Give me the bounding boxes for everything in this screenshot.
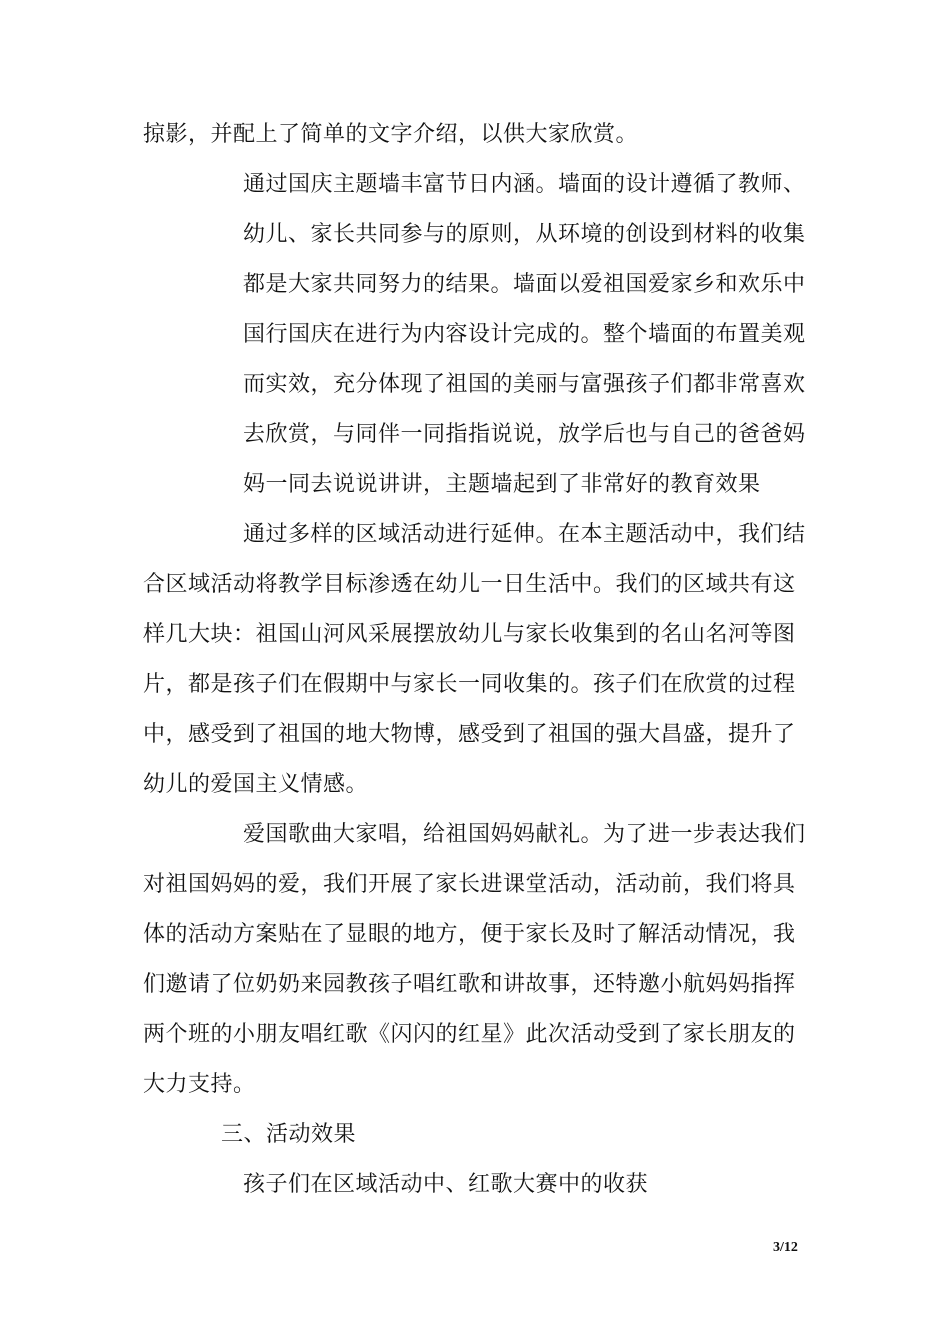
text-line: 孩子们在区域活动中、红歌大赛中的收获 (243, 1172, 649, 1197)
text-line: 体的活动方案贴在了显眼的地方，便于家长及时了解活动情况，我 (143, 922, 796, 947)
text-line: 幼儿的爱国主义情感。 (143, 772, 369, 797)
text-line: 妈一同去说说讲讲，主题墙起到了非常好的教育效果 (243, 472, 761, 497)
text-line: 对祖国妈妈的爱，我们开展了家长进课堂活动，活动前，我们将具 (143, 872, 796, 897)
text-line: 通过多样的区域活动进行延伸。在本主题活动中，我们结 (243, 522, 806, 547)
section-heading: 三、活动效果 (221, 1122, 357, 1147)
text-line: 爱国歌曲大家唱，给祖国妈妈献礼。为了进一步表达我们 (243, 822, 806, 847)
page-number: 3/12 (773, 1240, 798, 1255)
text-line: 们邀请了位奶奶来园教孩子唱红歌和讲故事，还特邀小航妈妈指挥 (143, 972, 796, 997)
text-line: 幼儿、家长共同参与的原则，从环境的创设到材料的收集 (243, 222, 806, 247)
text-line: 两个班的小朋友唱红歌《闪闪的红星》此次活动受到了家长朋友的 (143, 1022, 796, 1047)
text-line: 而实效，充分体现了祖国的美丽与富强孩子们都非常喜欢 (243, 372, 806, 397)
text-line: 中，感受到了祖国的地大物博，感受到了祖国的强大昌盛，提升了 (143, 722, 796, 747)
text-line: 都是大家共同努力的结果。墙面以爱祖国爱家乡和欢乐中 (243, 272, 806, 297)
text-line: 掠影，并配上了简单的文字介绍，以供大家欣赏。 (143, 122, 639, 147)
text-line: 合区域活动将教学目标渗透在幼儿一日生活中。我们的区域共有这 (143, 572, 796, 597)
text-line: 片，都是孩子们在假期中与家长一同收集的。孩子们在欣赏的过程 (143, 672, 796, 697)
text-line: 大力支持。 (143, 1072, 256, 1097)
text-line: 样几大块：祖国山河风采展摆放幼儿与家长收集到的名山名河等图 (143, 622, 796, 647)
text-line: 通过国庆主题墙丰富节日内涵。墙面的设计遵循了教师、 (243, 172, 806, 197)
text-line: 国行国庆在进行为内容设计完成的。整个墙面的布置美观 (243, 322, 806, 347)
text-line: 去欣赏，与同伴一同指指说说，放学后也与自己的爸爸妈 (243, 422, 806, 447)
